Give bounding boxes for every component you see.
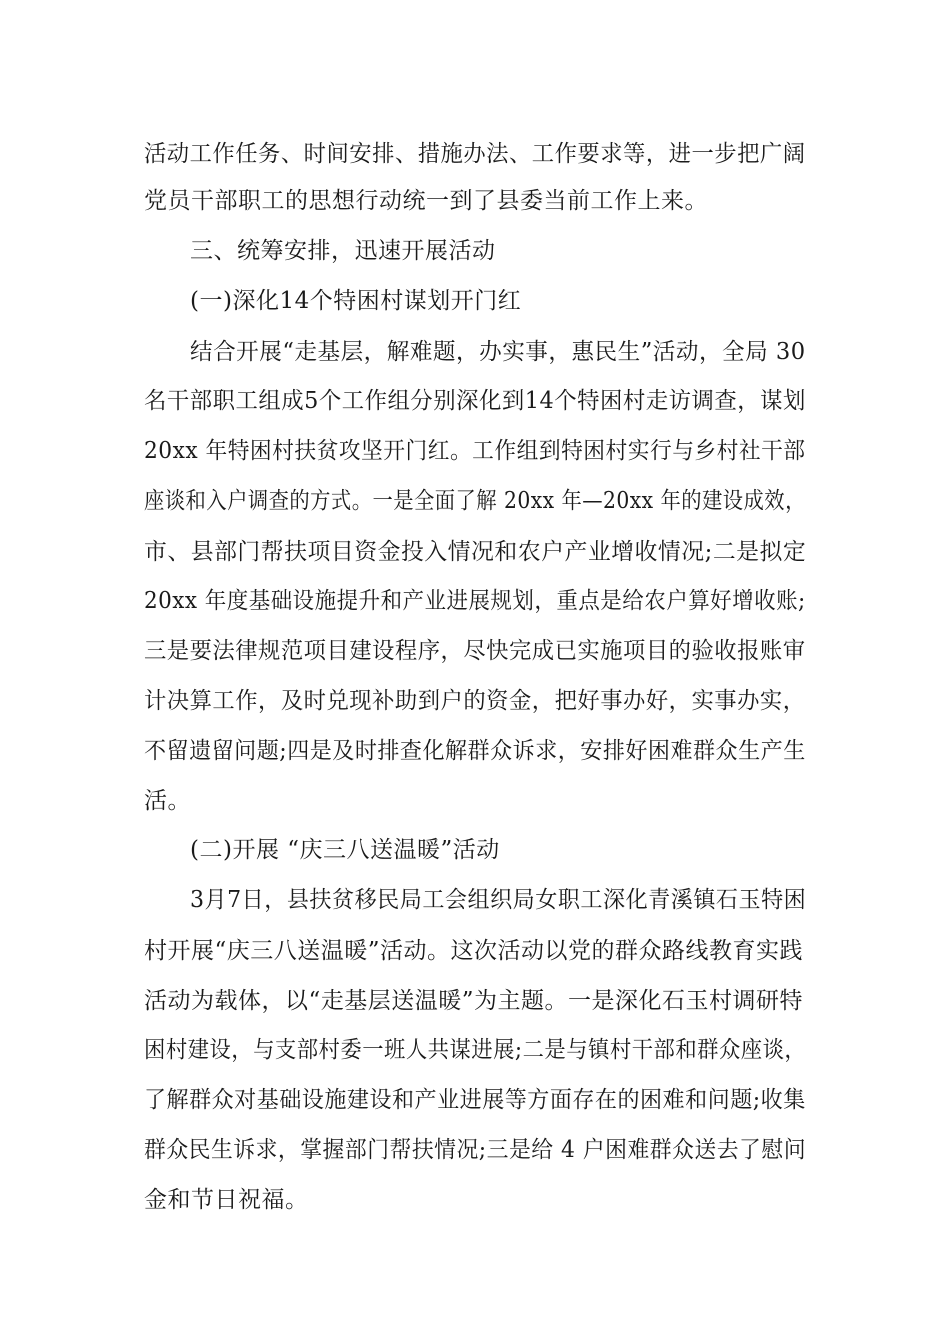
body-text-line: 金和节日祝福。 [144, 1187, 309, 1213]
body-text-line: 党员干部职工的思想行动统一到了县委当前工作上来。 [144, 188, 708, 214]
body-text-line: 名干部职工组成5个工作组分别深化到14个特困村走访调查，谋划 [144, 388, 806, 414]
body-text-line: 20xx 年特困村扶贫攻坚开门红。工作组到特困村实行与乡村社干部 [144, 438, 806, 464]
body-text-line: 3月7日，县扶贫移民局工会组织局女职工深化青溪镇石玉特困 [190, 887, 807, 913]
body-text-line: 不留遗留问题;四是及时排查化解群众诉求，安排好困难群众生产生 [144, 738, 806, 764]
body-text-line: 活动为载体，以“走基层送温暖”为主题。一是深化石玉村调研特 [144, 988, 804, 1014]
body-text-line: 座谈和入户调查的方式。一是全面了解 20xx 年—20xx 年的建设成效， [144, 488, 806, 514]
subsection-heading: (一)深化14个特困村谋划开门红 [190, 288, 522, 314]
body-text-line: 村开展“庆三八送温暖”活动。这次活动以党的群众路线教育实践 [144, 938, 804, 964]
body-text-line: 困村建设，与支部村委一班人共谋进展;二是与镇村干部和群众座谈， [144, 1037, 807, 1063]
body-text-line: 市、县部门帮扶项目资金投入情况和农户产业增收情况;二是拟定 [144, 539, 807, 565]
body-text-line: 活。 [144, 788, 191, 814]
section-heading: 三、统筹安排，迅速开展活动 [190, 238, 496, 264]
body-text-line: 群众民生诉求，掌握部门帮扶情况;三是给 4 户困难群众送去了慰问 [144, 1137, 807, 1163]
subsection-heading: (二)开展 “庆三八送温暖”活动 [190, 837, 500, 863]
body-text-line: 结合开展“走基层，解难题，办实事，惠民生”活动，全局 30 [190, 339, 806, 365]
body-text-line: 活动工作任务、时间安排、措施办法、工作要求等，进一步把广阔 [144, 141, 806, 167]
body-text-line: 三是要法律规范项目建设程序，尽快完成已实施项目的验收报账审 [144, 638, 806, 664]
body-text-line: 了解群众对基础设施建设和产业进展等方面存在的困难和问题;收集 [144, 1087, 806, 1113]
body-text-line: 计决算工作，及时兑现补助到户的资金，把好事办好，实事办实， [144, 688, 806, 714]
body-text-line: 20xx 年度基础设施提升和产业进展规划，重点是给农户算好增收账; [144, 588, 806, 614]
